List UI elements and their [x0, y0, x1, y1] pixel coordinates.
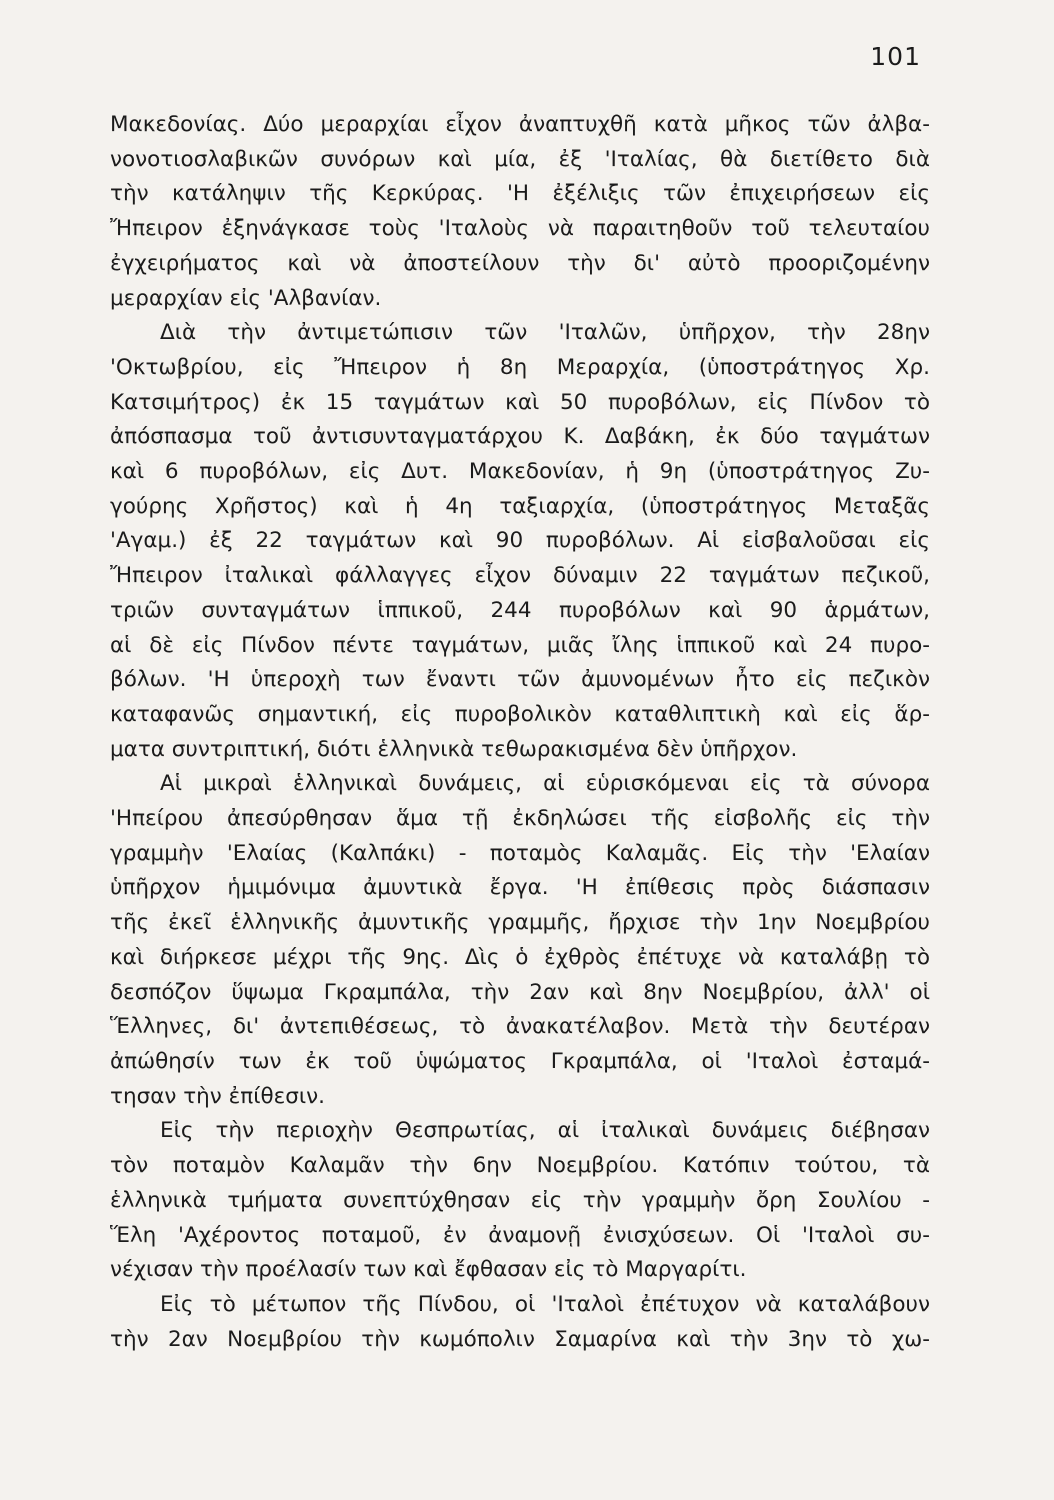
text-line: ὑπῆρχον ἡμιμόνιμα ἀμυντικὰ ἔργα. 'Η ἐπίθεσις πρὸς διάσπασιν [110, 875, 930, 901]
text-line: αἱ δὲ εἰς Πίνδον πέντε ταγμάτων, μιᾶς ἴλης ἱππικοῦ καὶ 24 πυρο- [110, 632, 930, 658]
text-line: Διὰ τὴν ἀντιμετώπισιν τῶν 'Ιταλῶν, ὑπῆρχον, τὴν 28ην [160, 320, 930, 346]
text-line: καὶ 6 πυροβόλων, εἰς Δυτ. Μακεδονίαν, ἡ 9η (ὑποστράτηγος Ζυ- [110, 459, 930, 485]
page-number: 101 [870, 42, 921, 71]
text-line: Ἕλληνες, δι' ἀντεπιθέσεως, τὸ ἀνακατέλαβον. Μετὰ τὴν δευτέραν [110, 1014, 930, 1040]
text-line: μεραρχίαν εἰς 'Αλβανίαν. [110, 285, 382, 311]
text-line: γραμμὴν 'Ελαίας (Καλπάκι) - ποταμὸς Καλαμᾶς. Εἰς τὴν 'Ελαίαν [110, 840, 930, 866]
text-line: τησαν τὴν ἐπίθεσιν. [110, 1083, 325, 1109]
text-line: τῆς ἐκεῖ ἑλληνικῆς ἀμυντικῆς γραμμῆς, ἤρχισε τὴν 1ην Νοεμβρίου [110, 910, 930, 936]
text-line: ἐγχειρήματος καὶ νὰ ἀποστείλουν τὴν δι' αὐτὸ προοριζομένην [110, 250, 930, 276]
text-line: ἀπώθησίν των ἐκ τοῦ ὑψώματος Γκραμπάλα, οἱ 'Ιταλοὶ ἐσταμά- [110, 1048, 930, 1074]
text-line: καταφανῶς σημαντική, εἰς πυροβολικὸν καταθλιπτικὴ καὶ εἰς ἅρ- [110, 701, 930, 727]
text-line: Ἤπειρον ἐξηνάγκασε τοὺς 'Ιταλοὺς νὰ παραιτηθοῦν τοῦ τελευταίου [110, 216, 930, 242]
text-line: νονοτιοσλαβικῶν συνόρων καὶ μία, ἐξ 'Ιταλίας, θὰ διετίθετο διὰ [110, 146, 930, 172]
text-line: ἑλληνικὰ τμήματα συνεπτύχθησαν εἰς τὴν γραμμὴν ὄρη Σουλίου - [110, 1187, 930, 1213]
text-line: Εἰς τὸ μέτωπον τῆς Πίνδου, οἱ 'Ιταλοὶ ἐπέτυχον νὰ καταλάβουν [160, 1291, 930, 1317]
text-line: Εἰς τὴν περιοχὴν Θεσπρωτίας, αἱ ἰταλικαὶ δυνάμεις διέβησαν [160, 1118, 930, 1144]
body-text [110, 108, 930, 1357]
text-line: δεσπόζον ὕψωμα Γκραμπάλα, τὴν 2αν καὶ 8ην Νοεμβρίου, ἀλλ' οἱ [110, 979, 930, 1005]
text-line: τὴν 2αν Νοεμβρίου τὴν κωμόπολιν Σαμαρίνα καὶ τὴν 3ην τὸ χω- [110, 1326, 930, 1352]
text-line: βόλων. 'Η ὑπεροχὴ των ἔναντι τῶν ἀμυνομένων ἦτο εἰς πεζικὸν [110, 667, 930, 693]
text-line: καὶ διήρκεσε μέχρι τῆς 9ης. Δὶς ὁ ἐχθρὸς ἐπέτυχε νὰ καταλάβῃ τὸ [110, 944, 930, 970]
text-line: ἀπόσπασμα τοῦ ἀντισυνταγματάρχου Κ. Δαβάκη, ἐκ δύο ταγμάτων [110, 424, 930, 450]
text-line: Αἱ μικραὶ ἑλληνικαὶ δυνάμεις, αἱ εὑρισκόμεναι εἰς τὰ σύνορα [160, 771, 930, 797]
text-line: τὸν ποταμὸν Καλαμᾶν τὴν 6ην Νοεμβρίου. Κατόπιν τούτου, τὰ [110, 1153, 930, 1179]
text-line: 'Οκτωβρίου, εἰς Ἤπειρον ἡ 8η Μεραρχία, (ὑποστράτηγος Χρ. [110, 354, 930, 380]
text-line: τὴν κατάληψιν τῆς Κερκύρας. 'Η ἐξέλιξις τῶν ἐπιχειρήσεων εἰς [110, 181, 930, 207]
text-line: 'Αγαμ.) ἐξ 22 ταγμάτων καὶ 90 πυροβόλων. Αἱ εἰσβαλοῦσαι εἰς [110, 528, 930, 554]
text-line: Κατσιμήτρος) ἐκ 15 ταγμάτων καὶ 50 πυροβόλων, εἰς Πίνδον τὸ [110, 389, 930, 415]
text-line: Μακεδονίας. Δύο μεραρχίαι εἶχον ἀναπτυχθῆ κατὰ μῆκος τῶν ἀλβα- [110, 112, 930, 137]
text-line: νέχισαν τὴν προέλασίν των καὶ ἔφθασαν εἰς τὸ Μαργαρίτι. [110, 1257, 747, 1283]
text-line: τριῶν συνταγμάτων ἱππικοῦ, 244 πυροβόλων καὶ 90 ἁρμάτων, [110, 597, 930, 623]
text-line: γούρης Χρῆστος) καὶ ἡ 4η ταξιαρχία, (ὑποστράτηγος Μεταξᾶς [110, 493, 930, 519]
text-line: Ἤπειρον ἰταλικαὶ φάλλαγγες εἶχον δύναμιν 22 ταγμάτων πεζικοῦ, [110, 563, 930, 589]
text-line: ματα συντριπτική, διότι ἑλληνικὰ τεθωρακισμένα δὲν ὑπῆρχον. [110, 736, 798, 762]
text-line: Ἕλη 'Αχέροντος ποταμοῦ, ἐν ἀναμονῇ ἐνισχύσεων. Οἱ 'Ιταλοὶ συ- [110, 1222, 930, 1248]
text-line: 'Ηπείρου ἀπεσύρθησαν ἅμα τῇ ἐκδηλώσει τῆς εἰσβολῆς εἰς τὴν [110, 806, 930, 832]
